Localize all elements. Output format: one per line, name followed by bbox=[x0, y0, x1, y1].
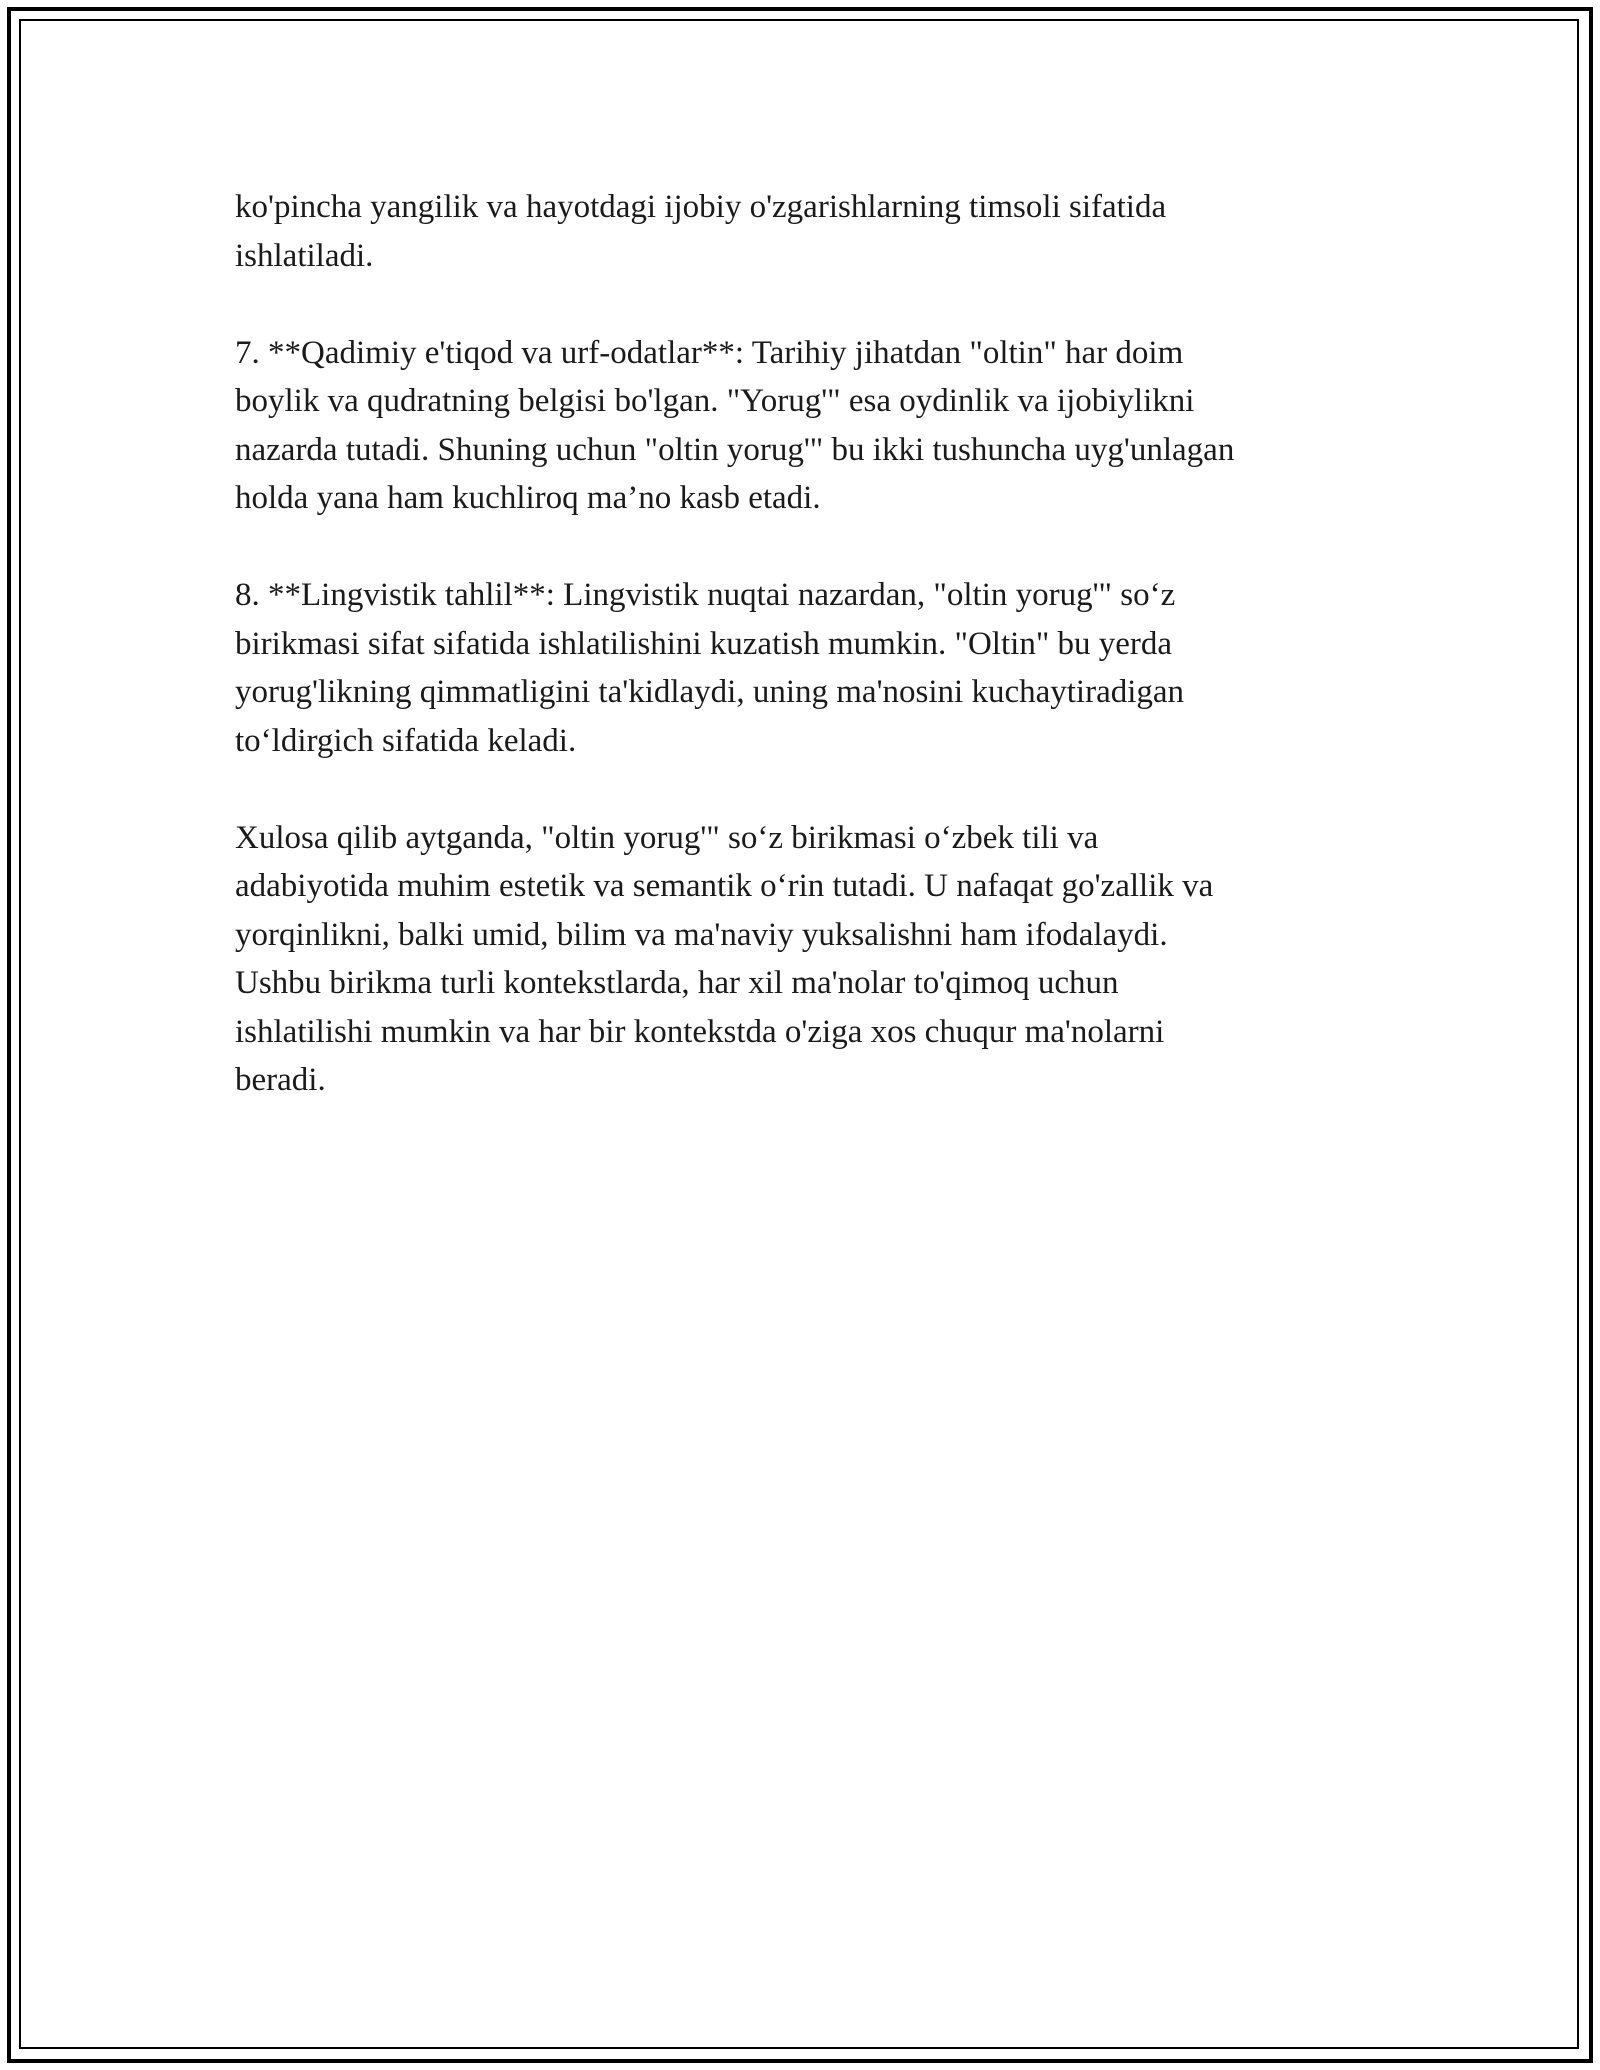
paragraph-item-8 bbox=[235, 571, 1375, 765]
text-line: boylik va qudratning belgisi bo'lgan. "Yorug'" esa oydinlik va ijobiylikni bbox=[235, 383, 1195, 419]
text-line: beradi. bbox=[235, 1062, 326, 1098]
text-line: nazarda tutadi. Shuning uchun "oltin yorug'" bu ikki tushuncha uyg'unlagan bbox=[235, 431, 1235, 468]
text-line: ishlatilishi mumkin va har bir kontekstda o'ziga xos chuqur ma'nolarni bbox=[235, 1013, 1165, 1050]
text-line: 7. **Qadimiy e'tiqod va urf-odatlar**: Tarihiy jihatdan "oltin" har doim bbox=[235, 334, 1184, 371]
text-line: Ushbu birikma turli kontekstlarda, har xil ma'nolar to'qimoq uchun bbox=[235, 965, 1119, 1001]
text-line: to‘ldirgich sifatida keladi. bbox=[235, 722, 577, 759]
text-line: 8. **Lingvistik tahlil**: Lingvistik nuqtai nazardan, "oltin yorug'" so‘z bbox=[235, 577, 1176, 613]
paragraph-item-7 bbox=[235, 329, 1375, 523]
document-body bbox=[235, 183, 1375, 1105]
text-line: adabiyotida muhim estetik va semantik o‘rin tutadi. U nafaqat go'zallik va bbox=[235, 868, 1214, 904]
text-line: yorqinlikni, balki umid, bilim va ma'naviy yuksalishni ham ifodalaydi. bbox=[235, 916, 1168, 953]
paragraph-continuation bbox=[235, 183, 1375, 280]
text-line: ishlatiladi. bbox=[235, 237, 374, 274]
paragraph-conclusion bbox=[235, 814, 1375, 1105]
text-line: ko'pincha yangilik va hayotdagi ijobiy o'zgarishlarning timsoli sifatida bbox=[235, 189, 1167, 225]
text-line: yorug'likning qimmatligini ta'kidlaydi, uning ma'nosini kuchaytiradigan bbox=[235, 674, 1185, 710]
text-line: birikmasi sifat sifatida ishlatilishini kuzatish mumkin. "Oltin" bu yerda bbox=[235, 625, 1173, 662]
text-line: holda yana ham kuchliroq ma’no kasb etadi. bbox=[235, 480, 821, 516]
text-line: Xulosa qilib aytganda, "oltin yorug'" so‘z birikmasi o‘zbek tili va bbox=[235, 819, 1099, 856]
